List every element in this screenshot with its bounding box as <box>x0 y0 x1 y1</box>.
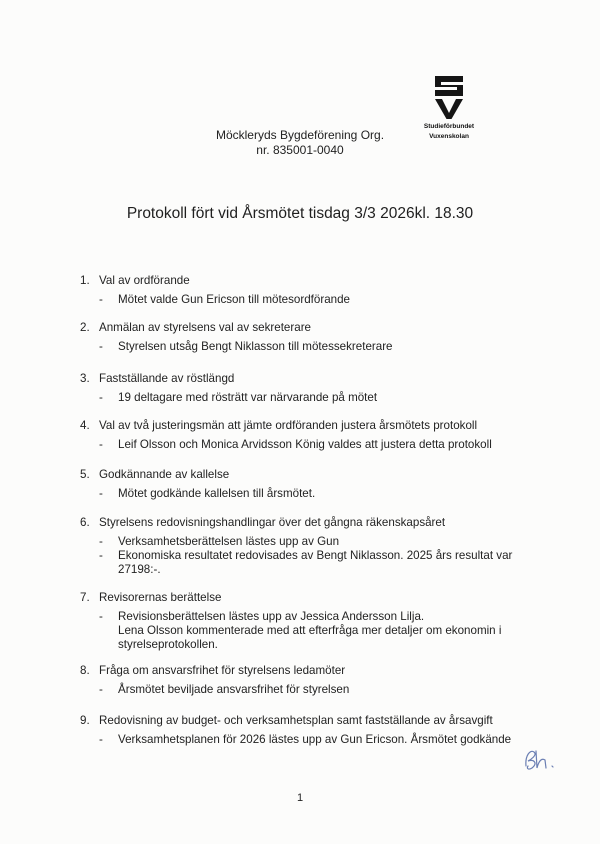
agenda-item-heading <box>80 664 520 678</box>
item-heading-text: Val av två justeringsmän att jämte ordföranden justera årsmötets protokoll <box>99 419 478 432</box>
agenda-item-detail <box>80 535 520 549</box>
item-heading-text: Fastställande av röstlängd <box>99 372 235 385</box>
agenda-item-detail <box>80 293 520 307</box>
agenda-item-detail <box>80 610 520 624</box>
dash-bullet: - <box>99 293 103 306</box>
handwritten-signature <box>522 746 570 781</box>
agenda-item-heading <box>80 516 520 530</box>
detail-text: Mötet valde Gun Ericson till mötesordförande <box>118 293 350 306</box>
agenda-item <box>80 321 520 354</box>
dash-bullet: - <box>99 391 103 404</box>
logo-line-2: Vuxenskolan <box>429 133 469 140</box>
detail-continuation: 27198:-. <box>118 563 161 576</box>
agenda-item-detail <box>80 487 520 501</box>
agenda-item-detail <box>80 391 520 405</box>
agenda-item-heading <box>80 591 520 605</box>
item-heading-text: Styrelsens redovisningshandlingar över det gångna räkenskapsåret <box>99 516 446 529</box>
detail-text: Årsmötet beviljade ansvarsfrihet för styrelsen <box>118 683 350 696</box>
sv-logo-icon <box>431 74 467 120</box>
item-number: 3. <box>80 372 90 385</box>
item-number: 1. <box>80 274 90 287</box>
agenda-item-heading <box>80 372 520 386</box>
detail-text: Revisionsberättelsen lästes upp av Jessica Andersson Lilja. <box>118 610 425 623</box>
agenda-item-detail <box>80 733 520 747</box>
agenda-item <box>80 468 520 501</box>
dash-bullet: - <box>99 340 103 353</box>
agenda-item-heading <box>80 468 520 482</box>
agenda-item-heading <box>80 274 520 288</box>
detail-text: Leif Olsson och Monica Arvidsson König valdes att justera detta protokoll <box>118 438 492 451</box>
agenda-item-heading <box>80 321 520 335</box>
item-number: 9. <box>80 714 90 727</box>
agenda-item <box>80 664 520 697</box>
agenda-item <box>80 714 520 747</box>
detail-text: Verksamhetsberättelsen lästes upp av Gun <box>118 535 340 548</box>
dash-bullet: - <box>99 733 103 746</box>
item-heading-text: Val av ordförande <box>99 274 190 287</box>
item-number: 6. <box>80 516 90 529</box>
detail-text: Verksamhetsplanen för 2026 lästes upp av Gun Ericson. Årsmötet godkände <box>118 733 512 746</box>
item-number: 2. <box>80 321 90 334</box>
detail-text: 19 deltagare med rösträtt var närvarande på mötet <box>118 391 378 404</box>
agenda-item <box>80 591 520 652</box>
detail-text: Ekonomiska resultatet redovisades av Bengt Niklasson. 2025 års resultat var <box>118 549 513 562</box>
dash-bullet: - <box>99 438 103 451</box>
organization-name: Möckleryds Bygdeförening Org. <box>215 128 385 142</box>
detail-continuation: styrelseprotokollen. <box>118 638 218 651</box>
organization-header <box>150 128 450 158</box>
item-heading-text: Fråga om ansvarsfrihet för styrelsens ledamöter <box>99 664 346 677</box>
dash-bullet: - <box>99 549 103 562</box>
detail-continuation: Lena Olsson kommenterade med att efterfråga mer detaljer om ekonomin i <box>118 624 502 637</box>
agenda-item <box>80 516 520 577</box>
dash-bullet: - <box>99 683 103 696</box>
agenda-item-detail <box>80 683 520 697</box>
item-heading-text: Revisorernas berättelse <box>99 591 222 604</box>
agenda-item <box>80 372 520 405</box>
dash-bullet: - <box>99 487 103 500</box>
item-heading-text: Godkännande av kallelse <box>99 468 230 481</box>
agenda-item-detail <box>80 549 520 563</box>
item-number: 5. <box>80 468 90 481</box>
item-number: 7. <box>80 591 90 604</box>
item-heading-text: Redovisning av budget- och verksamhetsplan samt fastställande av årsavgift <box>99 714 493 727</box>
agenda-item <box>80 274 520 307</box>
document-title: Protokoll fört vid Årsmötet tisdag 3/3 2026kl. 18.30 <box>126 205 474 222</box>
agenda-item-heading <box>80 714 520 728</box>
item-number: 8. <box>80 664 90 677</box>
signature-icon <box>522 746 570 776</box>
logo-line-1: Studieförbundet <box>423 123 475 130</box>
dash-bullet: - <box>99 610 103 623</box>
agenda-item-detail <box>80 438 520 452</box>
item-heading-text: Anmälan av styrelsens val av sekreterare <box>99 321 311 334</box>
agenda-item-heading <box>80 419 520 433</box>
studieforbundet-logo <box>414 74 484 140</box>
page-number: 1 <box>296 792 304 804</box>
organization-number: nr. 835001-0040 <box>256 143 344 157</box>
item-number: 4. <box>80 419 90 432</box>
detail-text: Styrelsen utsåg Bengt Niklasson till mötessekreterare <box>118 340 393 353</box>
dash-bullet: - <box>99 535 103 548</box>
detail-text: Mötet godkände kallelsen till årsmötet. <box>118 487 316 500</box>
agenda-item <box>80 419 520 452</box>
agenda-item-detail <box>80 340 520 354</box>
